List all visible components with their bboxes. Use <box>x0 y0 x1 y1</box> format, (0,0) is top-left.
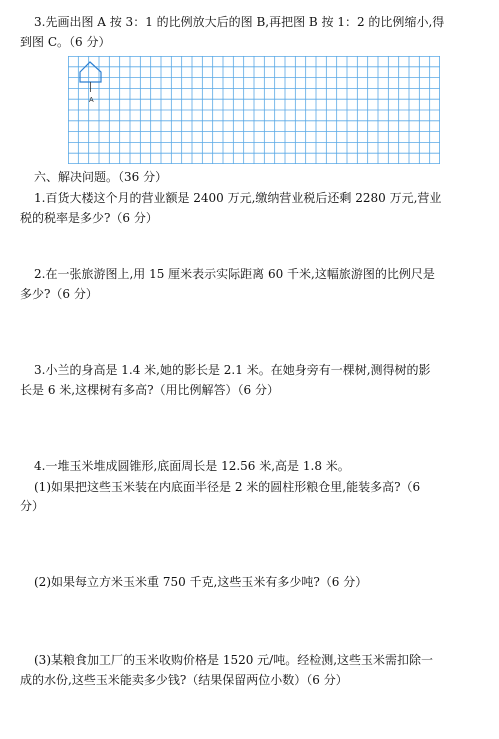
problem-4-intro: 4.一堆玉米堆成圆锥形,底面周长是 12.56 米,高是 1.8 米。 <box>34 459 350 473</box>
problem-4-part1-line1: (1)如果把这些玉米装在内底面半径是 2 米的圆柱形粮仓里,能装多高?（6 <box>34 480 421 494</box>
section-6-heading: 六、解决问题。（36 分） <box>34 170 168 184</box>
figure-a-label: A <box>89 97 94 104</box>
problem-2-line2: 多少?（6 分） <box>20 287 98 301</box>
problem-4-part3-line1: (3)某粮食加工厂的玉米收购价格是 1520 元/吨。经检测,这些玉米需扣除一 <box>34 653 434 667</box>
drawing-grid <box>68 56 440 164</box>
problem-4-part1-line2: 分） <box>20 499 45 513</box>
q3-instruction-line2: 到图 C。（6 分） <box>20 35 111 49</box>
grid-lines <box>68 56 440 164</box>
problem-3-line2: 长是 6 米,这棵树有多高?（用比例解答）（6 分） <box>20 383 279 397</box>
problem-1-line2: 税的税率是多少?（6 分） <box>20 211 158 225</box>
problem-2-line1: 2.在一张旅游图上,用 15 厘米表示实际距离 60 千米,这幅旅游图的比例尺是 <box>34 267 435 281</box>
problem-4-part3-line2: 成的水份,这些玉米能卖多少钱?（结果保留两位小数）（6 分） <box>20 673 348 687</box>
grid-svg <box>68 56 440 164</box>
figure-a-shape <box>80 62 101 82</box>
problem-1-line1: 1.百货大楼这个月的营业额是 2400 万元,缴纳营业税后还剩 2280 万元,营业 <box>34 191 442 205</box>
q3-instruction-line1: 3.先画出图 A 按 3：1 的比例放大后的图 B,再把图 B 按 1：2 的比例缩小,得 <box>34 15 445 29</box>
problem-3-line1: 3.小兰的身高是 1.4 米,她的影长是 2.1 米。在她身旁有一棵树,测得树的影 <box>34 363 431 377</box>
problem-4-part2: (2)如果每立方米玉米重 750 千克,这些玉米有多少吨?（6 分） <box>34 575 368 589</box>
